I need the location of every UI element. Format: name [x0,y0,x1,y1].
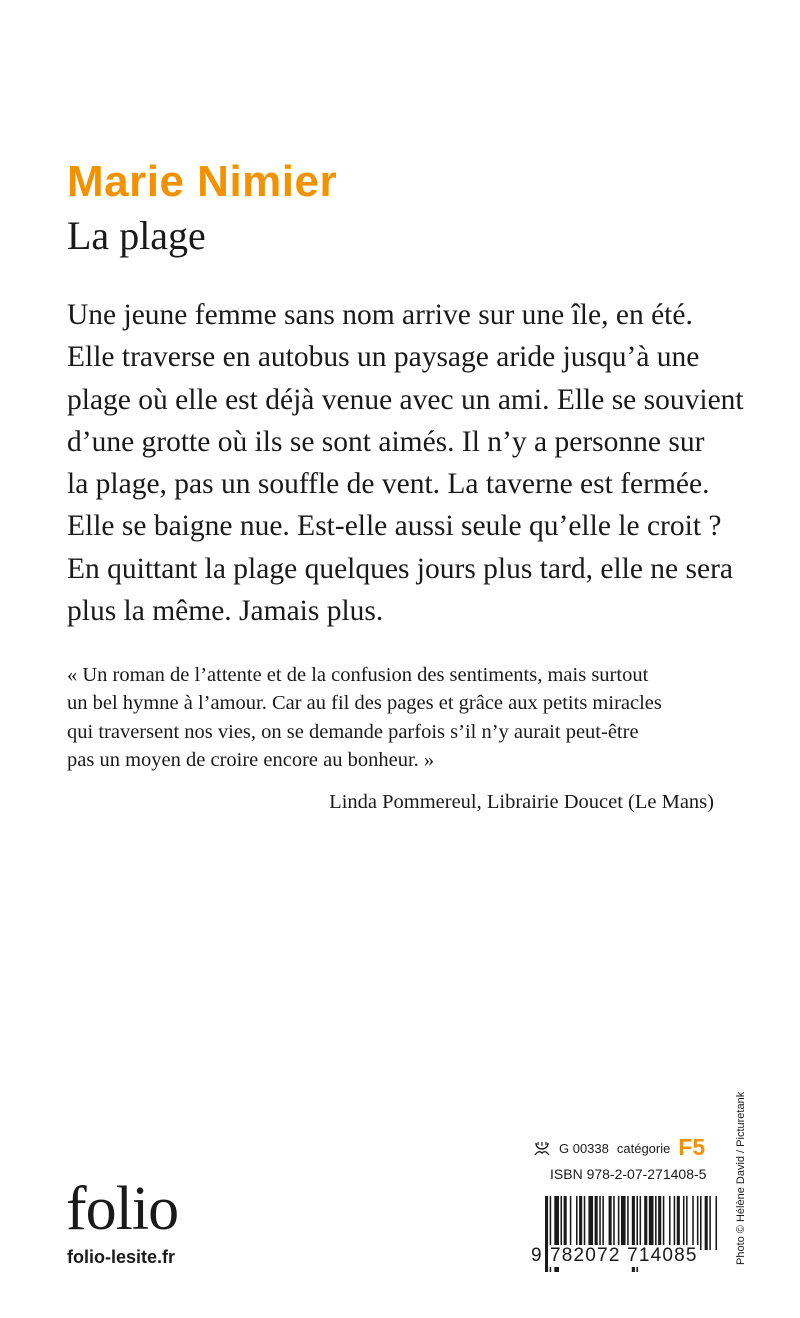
barcode-bar [700,1196,702,1250]
barcode-bar [649,1196,654,1250]
isbn: ISBN 978-2-07-271408-5 [550,1166,707,1182]
quote-line: un bel hymne à l’amour. Car au fil des pages et grâce aux petits miracles [67,692,662,715]
barcode-bar [716,1196,718,1250]
barcode-bar [588,1196,593,1250]
gallimard-mark-icon [533,1141,551,1157]
category-label: catégorie [616,1141,671,1156]
book-blurb [67,294,744,632]
quote-attribution: Linda Pommereul, Librairie Doucet (Le Mans) [329,791,714,813]
barcode-bar [692,1196,694,1250]
quote-line: « Un roman de l’attente et de la confusion des sentiments, mais surtout [67,664,649,686]
blurb-line: plus la même. Jamais plus. [67,595,384,628]
barcode-bar [697,1196,699,1250]
barcode-bar [595,1196,598,1250]
folio-logo: folio [66,1175,179,1243]
barcode-bar [609,1196,612,1250]
book-title: La plage [67,213,206,258]
barcode-bar [564,1196,567,1250]
barcode-bar [658,1196,661,1250]
barcode-bar [686,1196,688,1250]
barcode-bar [674,1196,676,1250]
quote-line: qui traversent nos vies, on se demande parfois s’il n’y aurait peut-être [67,720,639,743]
publisher-codes [533,1131,723,1183]
barcode-bar [655,1196,657,1250]
blurb-line: Elle traverse en autobus un paysage aride jusqu’à une [67,341,700,374]
barcode-bar [644,1196,647,1250]
barcode-first-digit: 9 [531,1245,542,1266]
barcode-bar [669,1196,671,1250]
quote-line: pas un moyen de croire encore au bonheur. » [67,749,435,772]
barcode-bar [613,1196,615,1250]
code-row [533,1131,723,1161]
barcode-bar [584,1196,586,1250]
barcode-bar [627,1196,629,1250]
barcode-bar [570,1196,572,1250]
blurb-line: Une jeune femme sans nom arrive sur une île, en été. [67,299,693,331]
barcode-number: 782072 714085 [550,1245,698,1266]
blurb-line: Elle se baigne nue. Est-elle aussi seule qu’elle le croit ? [67,510,722,543]
blurb-line: En quittant la plage quelques jours plus tard, elle ne sera [67,552,734,585]
barcode-bar [579,1196,582,1250]
blurb-line: d’une grotte où ils se sont aimés. Il n’y a personne sur [67,425,705,458]
category-value: F5 [678,1134,706,1160]
publisher-code: G 00338 [559,1141,609,1156]
author-name: Marie Nimier [67,157,338,206]
barcode-bar [683,1196,685,1250]
barcode-bar [599,1196,601,1250]
barcode-bar [576,1196,578,1250]
website-url: folio-lesite.fr [67,1247,176,1267]
barcode-bar [663,1196,665,1250]
photo-credit: Photo © Hélène David / Picturetank [735,1091,747,1265]
barcode-bar [618,1196,620,1250]
barcode-bar [709,1196,711,1250]
blurb-line: la plage, pas un souffle de vent. La taverne est fermée. [67,468,710,501]
barcode-bar [705,1196,708,1250]
barcode-bar [677,1196,680,1250]
review-quote [67,661,727,775]
blurb-line: plage où elle est déjà venue avec un ami. Elle se souvient [67,383,744,416]
barcode-bar [621,1196,626,1250]
barcode-bar [640,1196,642,1250]
barcode-bar [602,1196,604,1250]
barcode-bar [561,1196,563,1250]
